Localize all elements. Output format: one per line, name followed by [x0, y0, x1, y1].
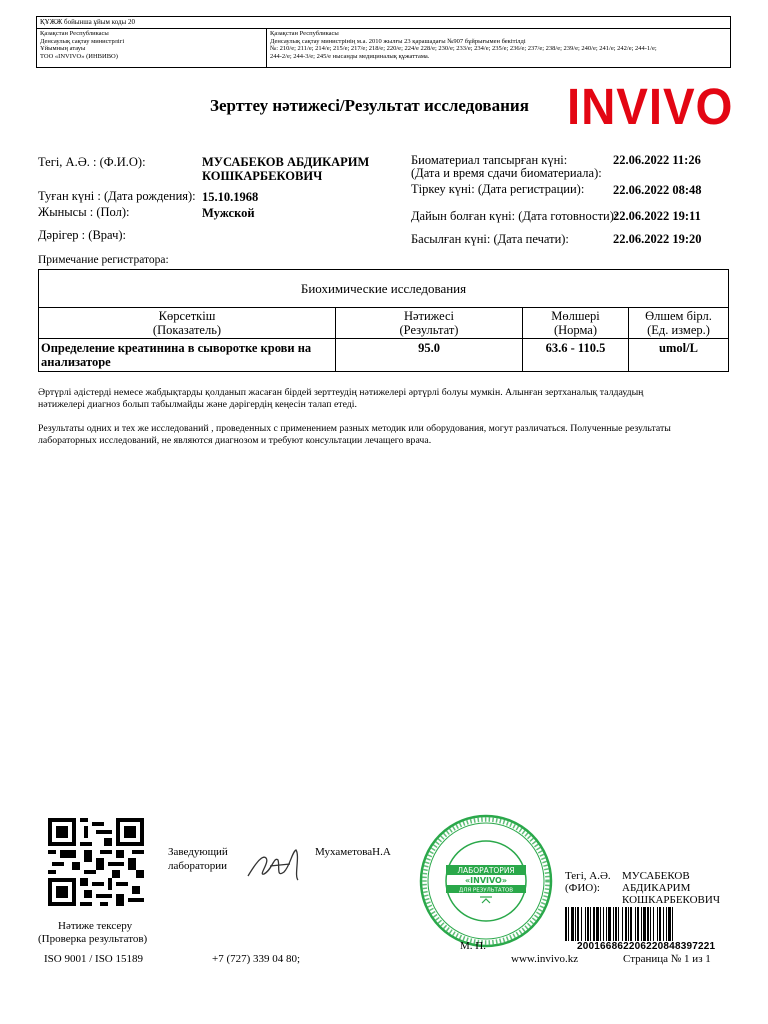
header-right-line: Қазақстан Республикасы — [270, 30, 339, 37]
check-label-ru: (Проверка результатов) — [38, 933, 148, 945]
head-label-line2: лаборатории — [168, 860, 228, 872]
row-norm: 63.6 - 110.5 — [523, 339, 629, 371]
note-kz-line2: нәтижелері диагноз болып табылмайды және дәрігердің кеңесін талап етеді. — [38, 399, 357, 410]
indicator-name-line: Определение креатинина в сыворотке крови на — [41, 341, 312, 355]
note-kz-line1: Әртүрлі әдістерді немесе жабдықтарды қолданып жасаған бірдей зерттеудің нәтижелері әртүрлі болуы мумкін. Алынған зертханалық талдаудың — [38, 387, 644, 398]
note-ru-line1: Результаты одних и тех же исследований , проведенных с применением разных методик или оборудования, могут различаться. Полученные результаты — [38, 423, 671, 434]
col-header-text: Көрсеткіш — [158, 309, 216, 323]
biomat-date: 22.06.2022 11:26 — [613, 153, 701, 167]
invivo-logo: INVIVO — [567, 78, 734, 135]
header-right — [267, 29, 730, 67]
sex-value: Мужской — [202, 206, 255, 220]
head-label-line1: Заведующий — [168, 846, 228, 858]
col-header-text: Нәтижесі — [403, 309, 455, 323]
col-header-norm — [523, 307, 629, 339]
header-left-line: Ұйымның атауы — [40, 45, 86, 52]
head-name: МухаметоваН.А — [315, 846, 391, 858]
reg-label: Тіркеу күні: (Дата регистрации): — [411, 182, 585, 196]
sex-label: Жынысы : (Пол): — [38, 205, 130, 219]
print-label: Басылған күні: (Дата печати): — [411, 232, 569, 246]
stamp-text-bottom: ДЛЯ РЕЗУЛЬТАТОВ — [458, 887, 514, 894]
print-date: 22.06.2022 19:20 — [613, 232, 702, 246]
phone-number: +7 (727) 339 04 80; — [212, 953, 301, 965]
iso-standards: ISO 9001 / ISO 15189 — [44, 953, 144, 965]
patient-name-line1: МУСАБЕКОВ АБДИКАРИМ — [202, 155, 370, 169]
name-label: Тегі, А.Ә. : (Ф.И.О): — [38, 155, 146, 169]
header-right-line: Денсаулық сақтау министрінің м.а. 2010 жылғы 23 қарашадағы №907 бұйрығымен бекітілді — [270, 37, 526, 45]
reg-date: 22.06.2022 08:48 — [613, 183, 702, 197]
col-header-text: Өлшем бірл. — [645, 309, 712, 323]
row-indicator-name — [39, 339, 336, 371]
dob-value: 15.10.1968 — [202, 190, 259, 204]
biomat-label: Биоматериал тапсырған күні: — [411, 153, 568, 167]
patient-name-line2: КОШКАРБЕКОВИЧ — [202, 169, 323, 183]
col-header-result — [336, 307, 523, 339]
ready-date: 22.06.2022 19:11 — [613, 209, 701, 223]
header-left-line: Денсаулық сақтау министрлігі — [40, 37, 125, 45]
check-label-kz: Нәтиже тексеру — [58, 920, 133, 932]
stamp-text-top: ЛАБОРАТОРИЯ — [457, 866, 515, 875]
fio-line2: АБДИКАРИМ — [622, 882, 691, 894]
header-right-line: 244-2/е; 244-3/е; 245/е нысанды медициналық құжаттама. — [270, 52, 430, 60]
doctor-label: Дәрігер : (Врач): — [38, 228, 127, 242]
fio-line1: МУСАБЕКОВ — [622, 870, 690, 882]
document-title: Зерттеу нәтижесі/Результат исследования — [210, 96, 529, 115]
row-result: 95.0 — [336, 339, 523, 371]
form-header — [36, 16, 731, 68]
website-link[interactable]: www.invivo.kz — [511, 953, 579, 965]
registrar-note: Примечание регистратора: — [38, 254, 169, 266]
col-header-text: (Показатель) — [152, 323, 222, 337]
barcode-number: 20016686220622084839722​1 — [577, 941, 716, 952]
col-header-unit — [629, 307, 728, 339]
fio-label-line2: (ФИО): — [565, 882, 600, 894]
header-left — [37, 29, 267, 67]
stamp-text-mid: «INVIVO» — [464, 876, 508, 885]
form-code: ҚҰЖЖ бойынша ұйым коды 20 — [37, 17, 730, 29]
header-left-line: ТОО «INVIVO» (ИНВИВО) — [40, 52, 118, 60]
fio-label-line1: Тегі, А.Ә. — [565, 870, 611, 882]
lab-stamp-icon — [418, 813, 554, 949]
dob-label: Туған күні : (Дата рождения): — [38, 189, 196, 203]
col-header-text: (Ед. измер.) — [647, 323, 710, 337]
qr-code-icon[interactable] — [48, 818, 144, 906]
signature-icon — [240, 836, 320, 886]
header-right-line: №: 210/е; 211/е; 214/е; 215/е; 217/е; 218/е; 220/е; 224/е 228/е; 230/е; 233/е; 234/е; 235/е; 236/е; 237/е; 238/е; 239/е; 240/е; 241/е; 242/е; 244-1/е; — [270, 45, 657, 52]
biomat-label-ru: (Дата и время сдачи биоматериала): — [411, 166, 602, 180]
barcode-icon — [565, 907, 723, 941]
fio-line3: КОШКАРБЕКОВИЧ — [622, 894, 720, 906]
mp-label: М. П. — [460, 940, 486, 952]
header-left-line: Қазақстан Республикасы — [40, 30, 109, 37]
results-table — [38, 269, 729, 372]
note-ru-line2: лабораторных исследований, не являются диагнозом и требуют консультации лечащего врача. — [38, 435, 432, 446]
col-header-text: Мөлшері — [551, 309, 600, 323]
row-unit: umol/L — [659, 341, 698, 355]
col-header-text: (Результат) — [399, 323, 459, 337]
col-header-text: (Норма) — [553, 323, 598, 337]
ready-label: Дайын болған күні: (Дата готовности): — [411, 209, 618, 223]
section-title: Биохимические исследования — [39, 270, 728, 308]
indicator-name-line: анализаторе — [41, 355, 111, 369]
col-header-indicator — [39, 307, 336, 339]
page-number: Страница № 1 из 1 — [623, 953, 711, 965]
